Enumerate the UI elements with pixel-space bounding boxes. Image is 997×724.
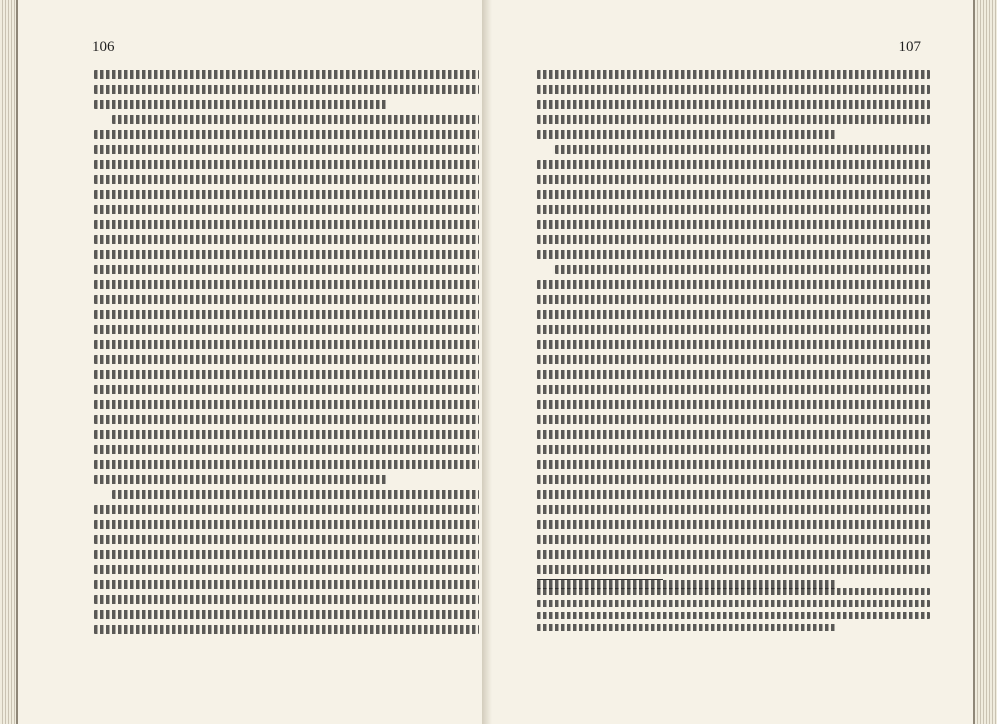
text-line <box>537 160 930 169</box>
text-line <box>94 250 479 259</box>
text-line <box>94 280 479 289</box>
text-line <box>94 325 479 334</box>
text-line <box>537 460 930 469</box>
text-line <box>537 115 930 124</box>
text-line <box>537 220 930 229</box>
text-line <box>537 340 930 349</box>
text-line <box>94 370 479 379</box>
text-line <box>94 520 479 529</box>
text-line <box>537 235 930 244</box>
text-line <box>537 400 930 409</box>
text-line <box>94 550 479 559</box>
text-line <box>537 355 930 364</box>
right-page <box>492 0 975 724</box>
text-line <box>555 265 930 274</box>
text-line <box>112 115 479 124</box>
footnote-line <box>537 588 930 595</box>
text-line <box>94 100 387 109</box>
text-line <box>94 595 479 604</box>
text-line <box>94 160 479 169</box>
text-line <box>94 475 387 484</box>
footnote-divider <box>537 579 663 580</box>
text-line <box>537 520 930 529</box>
footnote <box>537 588 930 636</box>
text-line <box>94 445 479 454</box>
text-line <box>94 235 479 244</box>
text-line <box>94 295 479 304</box>
text-line <box>94 220 479 229</box>
text-line <box>537 535 930 544</box>
text-line <box>537 70 930 79</box>
text-line <box>112 490 479 499</box>
text-line <box>94 340 479 349</box>
text-line <box>537 370 930 379</box>
left-page-number: 106 <box>92 39 115 55</box>
text-line <box>94 625 479 634</box>
text-line <box>94 265 479 274</box>
right-page-edge <box>975 0 997 724</box>
footnote-line <box>537 600 930 607</box>
text-line <box>94 385 479 394</box>
text-line <box>94 85 479 94</box>
text-line <box>537 175 930 184</box>
text-line <box>537 100 930 109</box>
text-line <box>94 580 479 589</box>
text-line <box>94 430 479 439</box>
text-line <box>94 130 479 139</box>
text-line <box>537 490 930 499</box>
text-line <box>94 400 479 409</box>
text-line <box>537 205 930 214</box>
text-line <box>537 85 930 94</box>
text-line <box>94 505 479 514</box>
text-line <box>537 325 930 334</box>
left-page-body <box>94 70 479 638</box>
text-line <box>537 565 930 574</box>
text-line <box>537 310 930 319</box>
text-line <box>555 145 930 154</box>
text-line <box>94 355 479 364</box>
text-line <box>94 310 479 319</box>
text-line <box>94 145 479 154</box>
text-line <box>537 415 930 424</box>
text-line <box>537 280 930 289</box>
text-line <box>537 130 836 139</box>
text-line <box>94 415 479 424</box>
text-line <box>537 475 930 484</box>
text-line <box>94 190 479 199</box>
text-line <box>537 550 930 559</box>
text-line <box>537 445 930 454</box>
text-line <box>537 250 930 259</box>
footnote-line <box>537 624 836 631</box>
text-line <box>537 505 930 514</box>
text-line <box>94 565 479 574</box>
right-page-number: 107 <box>898 39 921 55</box>
right-page-body <box>537 70 930 638</box>
left-page <box>16 0 492 724</box>
text-line <box>537 190 930 199</box>
text-line <box>94 535 479 544</box>
text-line <box>94 610 479 619</box>
text-line <box>537 295 930 304</box>
text-line <box>94 175 479 184</box>
text-line <box>94 205 479 214</box>
footnote-line <box>537 612 930 619</box>
text-line <box>537 430 930 439</box>
text-line <box>94 70 479 79</box>
text-line <box>537 385 930 394</box>
text-line <box>94 460 479 469</box>
